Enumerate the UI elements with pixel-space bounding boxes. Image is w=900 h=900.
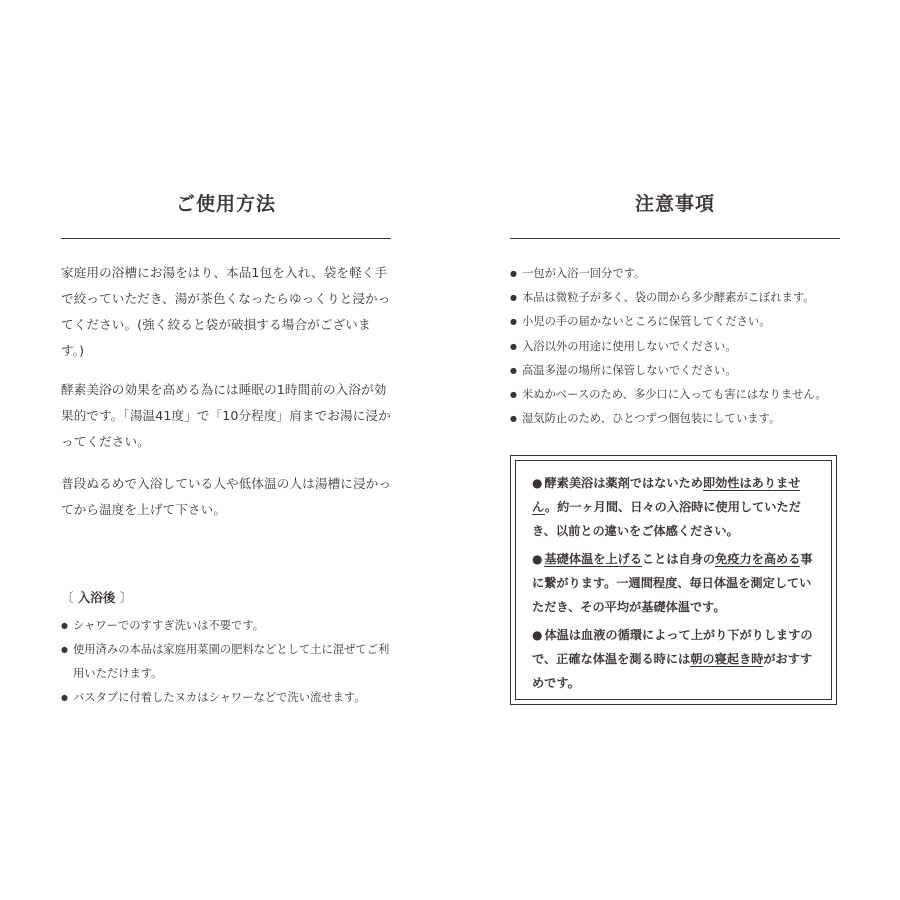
- list-item-text: 一包が入浴一回分です。: [522, 267, 646, 280]
- notice-box-item-3: [532, 624, 820, 695]
- list-item-text: 入浴以外の用途に使用しないでください。: [522, 339, 737, 353]
- seg: 事に繋がります。一週間程度、毎日体温を測定していただき、その平均が基礎体温です。: [532, 552, 813, 614]
- list-item-text: 米ぬかベースのため、多少口に入っても害にはなりません。: [522, 388, 827, 402]
- list-item: [510, 335, 840, 359]
- list-item: [510, 383, 840, 407]
- bracket-open: 〔: [61, 590, 74, 605]
- bullet-icon: ●: [510, 317, 517, 327]
- seg: 。約一ヶ月間、日々の入浴時に使用していただき、以前との違いをご体感ください。: [532, 499, 801, 538]
- list-item: [61, 686, 391, 710]
- list-item-text: 小児の手の届かないところに保管してください。: [522, 315, 771, 329]
- list-item-text: 使用済みの本品は家庭用菜園の肥料などとして土に混ぜてご利用いただけます。: [73, 643, 390, 680]
- after-bath-list: [61, 614, 391, 710]
- list-item: [510, 286, 840, 310]
- bullet-icon: ●: [532, 476, 543, 490]
- notice-box-item-1: [532, 472, 820, 543]
- seg: 体温は血液の循環によって上がり下がりしますので、正確な体温を測る時には: [532, 628, 813, 666]
- usage-paragraph-3: 普段ぬるめで入浴している人や低体温の人は湯槽に浸かってから温度を上げて下さい。: [61, 476, 392, 517]
- bullet-icon: ●: [510, 269, 517, 278]
- seg: 即効性はありません: [532, 476, 801, 514]
- notice-box-item-2: [532, 548, 820, 619]
- list-item: [510, 359, 840, 383]
- seg: 酵素美浴は薬剤ではないため: [544, 476, 703, 490]
- bullet-icon: ●: [61, 621, 68, 630]
- bracket-close: 〕: [119, 590, 133, 605]
- usage-paragraph-1: 家庭用の浴槽にお湯をはり、本品1包を入れ、袋を軽く手で絞っていただき、湯が茶色くなったらゆっくりと浸かってください。(強く絞ると袋が破損する場合がございます。): [61, 265, 391, 358]
- seg: がおすすめです。: [532, 651, 813, 690]
- list-item: [61, 614, 391, 638]
- bullet-icon: ●: [532, 552, 543, 566]
- caution-list: [510, 262, 840, 431]
- list-item-text: 高温多湿の場所に保管しないでください。: [522, 363, 737, 377]
- list-item-text: バスタブに付着したヌカはシャワーなどで洗い流せます。: [73, 691, 366, 704]
- list-item: [510, 310, 840, 334]
- usage-divider: [61, 238, 391, 239]
- list-item-text: 湿気防止のため、ひとつずつ個包装にしています。: [522, 412, 781, 426]
- bullet-icon: ●: [510, 414, 517, 424]
- seg: 朝の寝起き時: [690, 651, 764, 666]
- bullet-icon: ●: [61, 645, 68, 654]
- bullet-icon: ●: [510, 365, 517, 375]
- seg: ことは自身の: [641, 552, 716, 566]
- usage-paragraph-2: 酵素美浴の効果を高める為には睡眠の1時間前の入浴が効果的です。「湯温41度」で「10分程度」肩までお湯に浸かってください。: [61, 382, 391, 449]
- list-item-text: 本品は微粒子が多く、袋の間から多少酵素がこぼれます。: [522, 291, 815, 305]
- list-item: [510, 407, 840, 431]
- list-item: [510, 262, 840, 286]
- usage-heading: ご使用方法: [175, 193, 276, 215]
- caution-heading: 注意事項: [634, 193, 715, 215]
- bullet-icon: ●: [510, 390, 517, 400]
- bullet-icon: ●: [532, 628, 543, 642]
- bullet-icon: ●: [510, 341, 517, 351]
- list-item-text: シャワーでのすすぎ洗いは不要です。: [73, 619, 265, 632]
- bullet-icon: ●: [61, 693, 68, 702]
- caution-divider: [510, 238, 840, 239]
- seg: 免疫力を高める: [715, 552, 801, 566]
- bullet-icon: ●: [510, 293, 517, 303]
- list-item: [61, 638, 391, 686]
- after-bath-title: 入浴後: [77, 590, 116, 605]
- after-bath-heading: [61, 588, 132, 606]
- seg: 基礎体温を上げる: [544, 552, 642, 566]
